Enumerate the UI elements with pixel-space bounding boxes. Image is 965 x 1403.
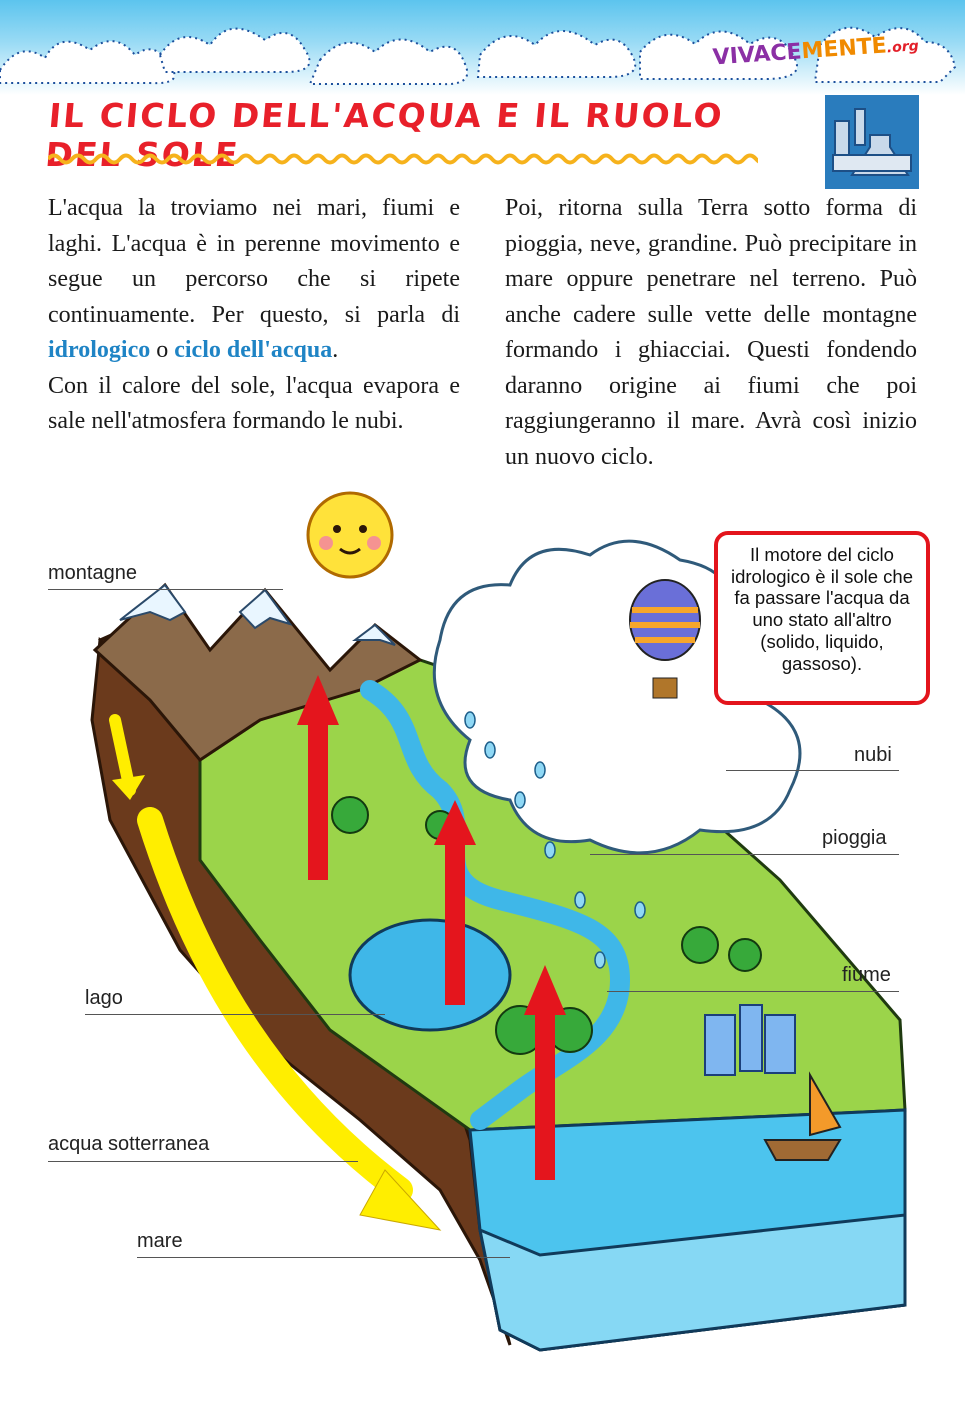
label-line-montagne (48, 589, 283, 590)
label-line-nubi (726, 770, 899, 771)
paragraph-precipitation: Poi, ritorna sulla Terra sotto forma di pioggia, neve, grandine. Può precipitare in mare oppure penetrare nel terreno. Può anche cadere sulle vette delle montagne formando i ghiacciai. Questi fondendo daranno origine ai fiumi che poi raggiungeranno il mare. Avrà così inizio un nuovo ciclo. (505, 195, 917, 470)
text-column-left (48, 191, 460, 440)
label-line-pioggia (590, 854, 899, 855)
paragraph-evaporation: Con il calore del sole, l'acqua evapora e sale nell'atmosfera formando le nubi. (48, 372, 460, 434)
page-title: IL CICLO DELL'ACQUA E IL RUOLO DEL SOLE (43, 96, 726, 174)
label-nubi: nubi (854, 744, 892, 766)
logo-part-vivace: VIVACE (711, 39, 803, 71)
keyword-idrologico: idrologico (48, 337, 151, 363)
sun (308, 493, 392, 577)
text-column-right (505, 191, 917, 475)
title-underline-zigzag (48, 152, 758, 166)
label-line-mare (137, 1257, 510, 1258)
logo-suffix: .org (886, 38, 920, 57)
city-buildings (705, 1005, 795, 1075)
label-line-acqua-sotterranea (48, 1161, 358, 1162)
label-acqua-sotterranea: acqua sotterranea (48, 1133, 210, 1155)
laboratory-flasks-icon (825, 95, 919, 189)
label-montagne: montagne (48, 562, 137, 584)
label-line-fiume (607, 991, 899, 992)
label-mare: mare (137, 1230, 183, 1252)
paragraph-water-locations: L'acqua la troviamo nei mari, fiumi e laghi. L'acqua è in perenne movimento e segue un percorso che si ripete continuamente. Per questo, si parla di idrologico o ciclo dell'acqua. (48, 195, 460, 363)
label-lago: lago (85, 987, 123, 1009)
sun-engine-callout: Il motore del ciclo idrologico è il sole che fa passare l'acqua da uno stato all'altro (solido, liquido, gassoso). (714, 531, 930, 705)
logo-part-mente: MENTE (800, 33, 888, 65)
label-line-lago (85, 1014, 385, 1015)
label-fiume: fiume (842, 964, 891, 986)
label-pioggia: pioggia (822, 827, 887, 849)
keyword-ciclo-acqua: ciclo dell'acqua (174, 337, 333, 363)
